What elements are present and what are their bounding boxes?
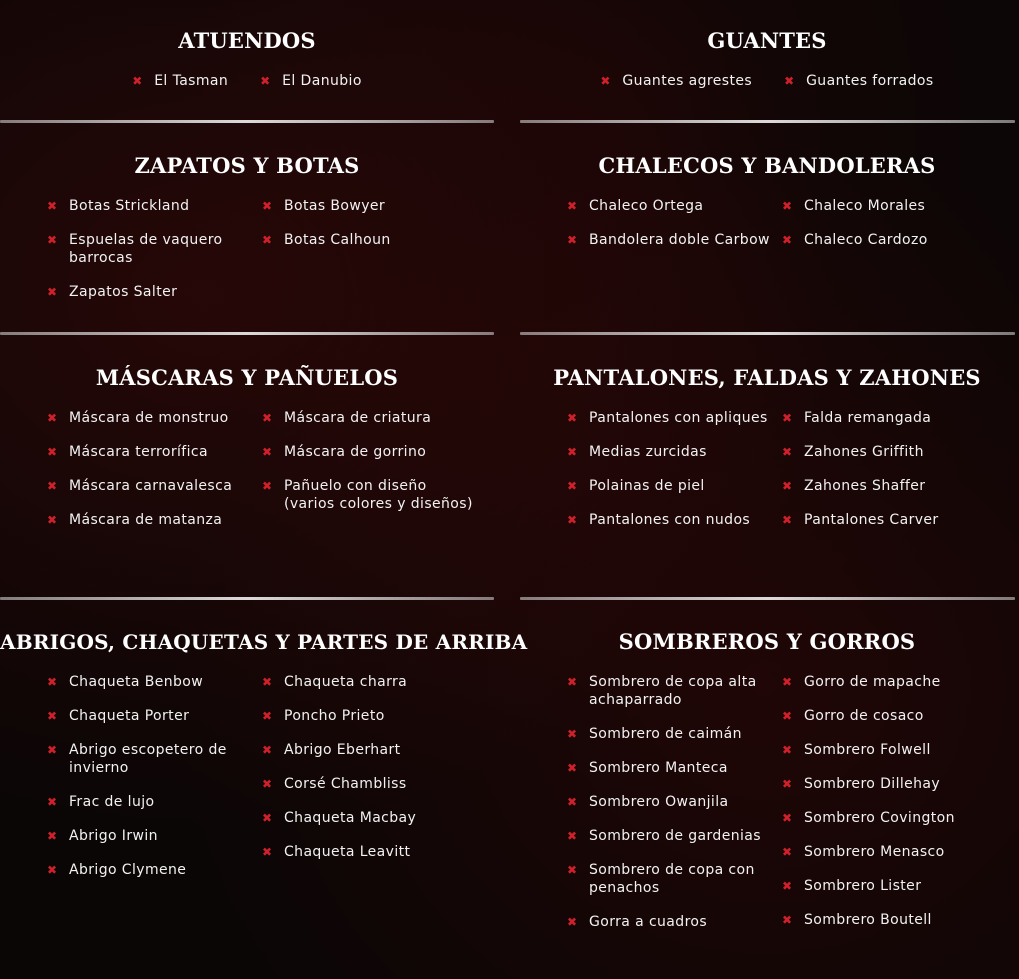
x-mark-icon: ✖ [782,445,793,459]
item-columns [0,673,494,895]
list-item [567,913,782,931]
list-item-label: Sombrero Lister [804,878,922,894]
list-item-label: Espuelas de vaquero barrocas [69,232,223,266]
item-column [782,673,997,947]
x-mark-icon: ✖ [47,829,58,843]
list-item [567,827,782,845]
list-item [782,911,997,929]
list-item-label: Abrigo escopetero de invierno [69,742,227,776]
divider [0,597,494,600]
item-columns [520,197,1014,265]
x-mark-icon: ✖ [132,74,143,88]
item-list [0,72,494,90]
list-item [567,725,782,743]
list-item [47,827,262,845]
section-title-guantes: GUANTES [707,28,827,53]
item-column [782,197,997,265]
list-item-label: Abrigo Eberhart [284,742,401,758]
x-mark-icon: ✖ [262,811,273,825]
list-item [47,409,262,427]
x-mark-icon: ✖ [567,829,578,843]
x-mark-icon: ✖ [782,709,793,723]
list-item-label: Gorra a cuadros [589,914,708,930]
list-item [262,477,477,513]
x-mark-icon: ✖ [782,913,793,927]
x-mark-icon: ✖ [600,74,611,88]
list-item [260,72,362,90]
x-mark-icon: ✖ [567,411,578,425]
list-item [567,673,782,709]
item-column [782,409,997,545]
list-item [782,673,997,691]
list-item [782,741,997,759]
item-columns [0,197,494,317]
list-item [262,707,477,725]
list-item-label: Chaleco Morales [804,198,926,214]
list-item-label: El Danubio [282,73,362,89]
list-item [47,707,262,725]
list-item-label: Abrigo Clymene [69,862,187,878]
list-item [782,231,997,249]
x-mark-icon: ✖ [567,863,578,877]
x-mark-icon: ✖ [47,675,58,689]
x-mark-icon: ✖ [567,727,578,741]
list-item-label: Botas Bowyer [284,198,386,214]
list-item [567,759,782,777]
divider [520,597,1015,600]
x-mark-icon: ✖ [260,74,271,88]
x-mark-icon: ✖ [47,285,58,299]
list-item-label: Chaqueta Benbow [69,674,204,690]
list-item-label: Máscara de monstruo [69,410,229,426]
list-item [262,409,477,427]
divider [0,332,494,335]
list-item-label: Sombrero Covington [804,810,955,826]
x-mark-icon: ✖ [782,233,793,247]
list-item [47,197,262,215]
x-mark-icon: ✖ [567,479,578,493]
list-item-label: Chaqueta Macbay [284,810,417,826]
list-item-label: Máscara de criatura [284,410,432,426]
x-mark-icon: ✖ [782,411,793,425]
list-item-label: Máscara terrorífica [69,444,208,460]
list-item [782,197,997,215]
list-item-label: Polainas de piel [589,478,705,494]
x-mark-icon: ✖ [567,513,578,527]
list-item-label: Botas Calhoun [284,232,391,248]
divider [0,120,494,123]
list-item-label: Sombrero Menasco [804,844,945,860]
list-item-label: Poncho Prieto [284,708,385,724]
list-item-label: Chaleco Cardozo [804,232,928,248]
section-pantalones-faldas-y-zahones [520,365,1014,590]
list-item-label: Pantalones con apliques [589,410,768,426]
divider [520,120,1015,123]
x-mark-icon: ✖ [262,675,273,689]
list-item [262,231,477,249]
x-mark-icon: ✖ [262,743,273,757]
x-mark-icon: ✖ [567,795,578,809]
list-item [567,443,782,461]
x-mark-icon: ✖ [782,845,793,859]
list-item-label: El Tasman [154,73,229,89]
list-item-label: Falda remangada [804,410,932,426]
x-mark-icon: ✖ [782,513,793,527]
x-mark-icon: ✖ [262,845,273,859]
list-item-label: Corsé Chambliss [284,776,407,792]
x-mark-icon: ✖ [47,709,58,723]
x-mark-icon: ✖ [262,777,273,791]
x-mark-icon: ✖ [782,199,793,213]
list-item [782,511,997,529]
x-mark-icon: ✖ [47,795,58,809]
x-mark-icon: ✖ [567,233,578,247]
section-chalecos-y-bandoleras [520,153,1014,323]
list-item [782,877,997,895]
x-mark-icon: ✖ [567,445,578,459]
item-column [47,673,262,895]
item-column [47,197,262,317]
x-mark-icon: ✖ [47,743,58,757]
list-item-label: Máscara carnavalesca [69,478,233,494]
list-item [47,793,262,811]
x-mark-icon: ✖ [782,479,793,493]
list-item [262,775,477,793]
list-item [600,72,752,90]
list-item-label: Pantalones Carver [804,512,939,528]
section-mascaras-y-panuelos [0,365,494,590]
list-item [262,673,477,691]
list-item [47,443,262,461]
list-item [782,809,997,827]
list-item [782,707,997,725]
list-item-label: Máscara de gorrino [284,444,427,460]
x-mark-icon: ✖ [262,411,273,425]
list-item-label: Sombrero de gardenias [589,828,761,844]
list-item-label: Botas Strickland [69,198,190,214]
list-item-label: Sombrero Folwell [804,742,931,758]
divider [520,332,1015,335]
x-mark-icon: ✖ [782,811,793,825]
x-mark-icon: ✖ [262,233,273,247]
list-item [262,197,477,215]
list-item [782,443,997,461]
x-mark-icon: ✖ [262,709,273,723]
item-list [520,72,1014,90]
list-item-label: Chaqueta Leavitt [284,844,411,860]
section-guantes [520,28,1014,108]
x-mark-icon: ✖ [567,915,578,929]
section-title-chalecos: CHALECOS Y BANDOLERAS [598,153,936,178]
list-item-label: Zahones Shaffer [804,478,926,494]
list-item [262,741,477,759]
x-mark-icon: ✖ [47,199,58,213]
list-item [47,231,262,267]
x-mark-icon: ✖ [784,74,795,88]
section-title-pantalones: PANTALONES, FALDAS Y ZAHONES [553,365,981,390]
list-item-label: Zahones Griffith [804,444,924,460]
list-item-label: Sombrero Dillehay [804,776,941,792]
item-columns [0,409,494,545]
list-item [567,409,782,427]
list-item [567,477,782,495]
list-item [132,72,228,90]
list-item [782,409,997,427]
x-mark-icon: ✖ [47,411,58,425]
section-sombreros-y-gorros [520,629,1014,974]
list-item-label: Guantes forrados [806,73,934,89]
list-item [262,443,477,461]
section-zapatos-y-botas [0,153,494,323]
list-item-label: Chaqueta Porter [69,708,190,724]
x-mark-icon: ✖ [782,743,793,757]
list-item [47,673,262,691]
list-item-label: Gorro de cosaco [804,708,924,724]
list-item [262,843,477,861]
section-title-abrigos: ABRIGOS, CHAQUETAS Y PARTES DE ARRIBA [0,630,528,654]
section-abrigos-chaquetas [0,629,528,969]
list-item-label: Chaqueta charra [284,674,408,690]
x-mark-icon: ✖ [567,761,578,775]
list-item-label: Sombrero Owanjila [589,794,729,810]
section-title-zapatos: ZAPATOS Y BOTAS [134,153,360,178]
item-column [567,673,782,947]
section-atuendos [0,28,494,108]
list-item-label: Sombrero Manteca [589,760,728,776]
list-item-label: Sombrero Boutell [804,912,932,928]
list-item-label: Máscara de matanza [69,512,223,528]
list-item [784,72,934,90]
section-title-mascaras: MÁSCARAS Y PAÑUELOS [95,365,399,390]
list-item [47,861,262,879]
item-column [262,197,477,317]
x-mark-icon: ✖ [47,445,58,459]
x-mark-icon: ✖ [47,513,58,527]
x-mark-icon: ✖ [47,233,58,247]
list-item [47,283,262,301]
list-item-label: Sombrero de caimán [589,726,742,742]
x-mark-icon: ✖ [262,479,273,493]
item-column [567,409,782,545]
list-item [782,843,997,861]
x-mark-icon: ✖ [47,479,58,493]
list-item-label: Gorro de mapache [804,674,941,690]
x-mark-icon: ✖ [782,675,793,689]
list-item [567,197,782,215]
list-item-label: Chaleco Ortega [589,198,704,214]
list-item-label: Pañuelo con diseño (varios colores y diseños) [284,478,473,512]
list-item-label: Zapatos Salter [69,284,178,300]
list-item-label: Bandolera doble Carbow [589,232,770,248]
x-mark-icon: ✖ [262,445,273,459]
list-item [782,477,997,495]
list-item-label: Sombrero de copa con penachos [589,862,755,896]
item-columns [520,409,1014,545]
list-item-label: Frac de lujo [69,794,155,810]
list-item-label: Medias zurcidas [589,444,707,460]
item-columns [520,673,1014,947]
list-item-label: Sombrero de copa alta achaparrado [589,674,757,708]
list-item [567,861,782,897]
x-mark-icon: ✖ [262,199,273,213]
list-item [567,793,782,811]
item-column [262,409,477,545]
section-title-atuendos: ATUENDOS [178,28,316,53]
list-item-label: Abrigo Irwin [69,828,158,844]
item-column [262,673,477,895]
list-item [262,809,477,827]
list-item [567,231,782,249]
list-item [47,741,262,777]
x-mark-icon: ✖ [782,879,793,893]
list-item [782,775,997,793]
section-title-sombreros: SOMBREROS Y GORROS [618,629,916,654]
item-column [47,409,262,545]
x-mark-icon: ✖ [47,863,58,877]
x-mark-icon: ✖ [567,199,578,213]
x-mark-icon: ✖ [567,675,578,689]
list-item-label: Guantes agrestes [622,73,753,89]
list-item [47,477,262,495]
item-column [567,197,782,265]
list-item [567,511,782,529]
list-item-label: Pantalones con nudos [589,512,751,528]
x-mark-icon: ✖ [782,777,793,791]
list-item [47,511,262,529]
